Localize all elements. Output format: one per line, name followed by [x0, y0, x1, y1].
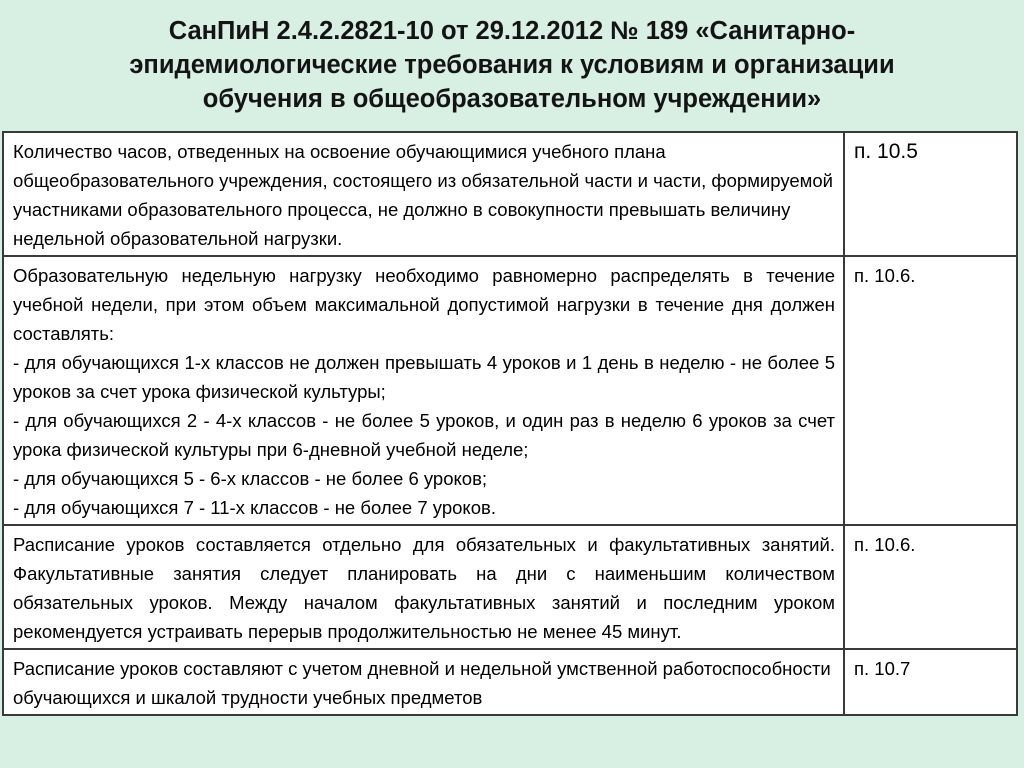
requirement-text-cell: [3, 649, 844, 715]
requirement-paragraph: Расписание уроков составляют с учетом дневной и недельной умственной работоспособности обучающихся и шкалой трудности учебных предметов: [13, 658, 831, 708]
clause-reference-cell: [844, 525, 1017, 649]
clause-reference: п. 10.6.: [854, 534, 916, 555]
requirement-text-cell: [3, 256, 844, 525]
requirement-paragraph: - для обучающихся 1-х классов не должен превышать 4 уроков и 1 день в неделю - не более 5 уроков за счет урока физической культуры;: [13, 352, 835, 402]
clause-reference-cell: [844, 132, 1017, 256]
clause-reference: п. 10.6.: [854, 265, 916, 286]
requirement-paragraph: - для обучающихся 2 - 4-х классов - не более 5 уроков, и один раз в неделю 6 уроков за счет урока физической культуры при 6-дневной учебной неделе;: [13, 410, 835, 460]
requirement-paragraph: Образовательную недельную нагрузку необходимо равномерно распределять в течение учебной недели, при этом объем максимальной допустимой нагрузки в течение дня должен составлять:: [13, 265, 835, 344]
clause-reference-cell: [844, 256, 1017, 525]
requirement-paragraph: - для обучающихся 7 - 11-х классов - не более 7 уроков.: [13, 497, 496, 518]
table-row: [3, 525, 1017, 649]
table-row: [3, 649, 1017, 715]
requirement-paragraph: - для обучающихся 5 - 6-х классов - не более 6 уроков;: [13, 468, 488, 489]
title-line: эпидемиологические требования к условиям и организации: [129, 51, 895, 79]
requirement-text-cell: [3, 132, 844, 256]
clause-reference: п. 10.7: [854, 658, 911, 679]
requirement-paragraph: Расписание уроков составляется отдельно для обязательных и факультативных занятий. Факультативные занятия следует планировать на дни с наименьшим количеством обязательных уроков. Между началом факультативных занятий и последним уроком рекомендуется устраивать перерыв продолжительностью не менее 45 минут.: [13, 534, 835, 642]
title-line: СанПиН 2.4.2.2821-10 от 29.12.2012 № 189 «Санитарно-: [168, 17, 856, 45]
clause-reference-cell: [844, 649, 1017, 715]
clause-reference: п. 10.5: [854, 140, 918, 163]
page-title: [0, 14, 1024, 116]
table-row: [3, 132, 1017, 256]
title-line: обучения в общеобразовательном учреждении»: [202, 85, 822, 113]
requirement-text-cell: [3, 525, 844, 649]
requirements-table: [2, 131, 1018, 716]
table-row: [3, 256, 1017, 525]
requirement-paragraph: Количество часов, отведенных на освоение обучающимися учебного плана общеобразовательного учреждения, состоящего из обязательной части и части, формируемой участниками образовательного процесса, не должно в совокупности превышать величину недельной образовательной нагрузки.: [13, 141, 833, 249]
